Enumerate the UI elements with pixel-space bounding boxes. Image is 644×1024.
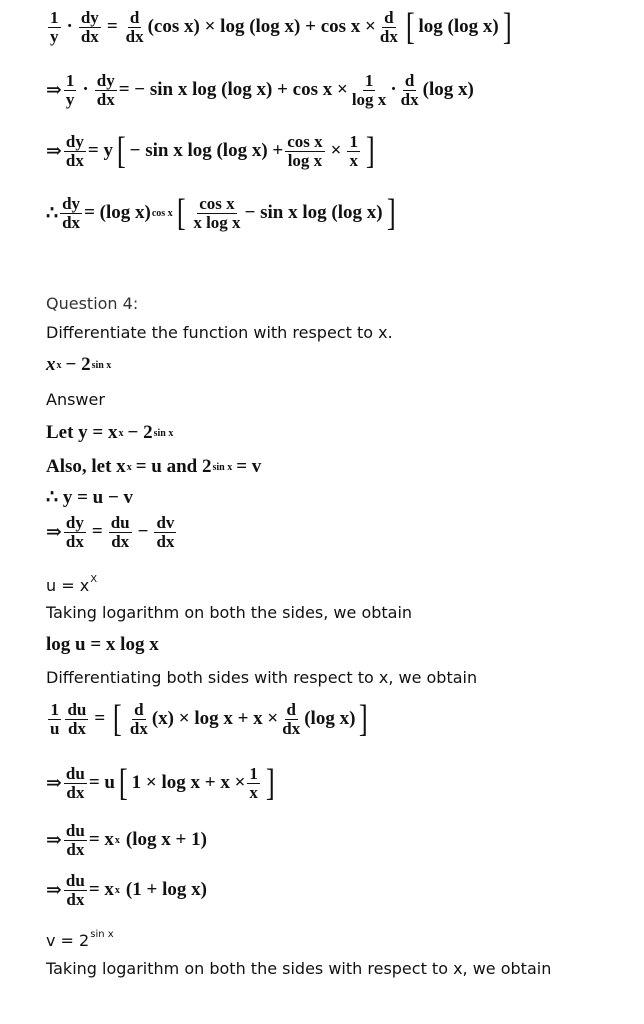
equation-line-1: $\frac{1}{y}$ · $\frac{dy}{dx}$ = $\frac{d}{dx}$ (cos x) × log (log x) + cos x × $\frac{d}{dx}$ [ log (log x) ] — [50, 6, 512, 48]
step-du-expansion: $\frac{1}{u}$ $\frac{du}{dx}$ = [ $\frac{d}{dx}$ (x) × log x + x × $\frac{d}{dx}$ (log x) ] — [50, 698, 369, 740]
step-du-result-1: ⇒ $\frac{du}{dx}$ = x x (log x + 1) — [46, 821, 207, 859]
step-log-u: log u = x log x — [46, 634, 159, 655]
step-let-y: Let y = x x − 2 sin x — [46, 422, 174, 443]
step-u-definition: $u = x^X$ — [46, 574, 98, 595]
equation-line-3: ⇒ $\frac{dy}{dx}$ = y [ − sin x log (log x) + $\frac{\text{cos x}}{\text{log x}}$ × $\frac{1}{x}$ ] — [46, 130, 375, 172]
step-y-equals: ∴ y = u − v — [46, 487, 134, 508]
question-prompt: Differentiate the function with respect to x. — [46, 323, 393, 342]
equation-line-2: ⇒ $\frac{1}{y}$ · $\frac{dy}{dx}$ = − sin x log (log x) + cos x × $\frac{1}{\text{log x}}$ · $\frac{d}{dx}$ (log x) — [46, 71, 474, 109]
step-taking-log: Taking logarithm on both the sides, we obtain — [46, 603, 413, 622]
equation-line-4: ∴ $\frac{dy}{dx}$ = (log x) cos x [ $\frac{\text{cos x}}{\text{x log x}}$ − sin x log (log x) ] — [46, 192, 396, 234]
step-du-result-2: ⇒ $\frac{du}{dx}$ = x x (1 + log x) — [46, 871, 207, 909]
answer-label: Answer — [46, 390, 105, 409]
step-du-u-bracket: ⇒ $\frac{du}{dx}$ = u [ 1 × log x + x × $\frac{1}{x}$ ] — [46, 762, 275, 804]
step-v-definition: $v = 2^{sin x}$ — [46, 929, 114, 950]
step-taking-log-v: Taking logarithm on both the sides with respect to x, we obtain — [46, 959, 552, 978]
question-expression: x x − 2 sin x — [46, 354, 112, 375]
step-differentiating: Differentiating both sides with respect to x, we obtain — [46, 668, 478, 687]
step-derivative-split: ⇒ $\frac{dy}{dx}$ = $\frac{du}{dx}$ − $\frac{dv}{dx}$ — [46, 513, 175, 551]
step-let-u-v: Also, let x x = u and 2 sin x = v — [46, 456, 262, 477]
question-heading: Question 4: — [46, 294, 139, 313]
